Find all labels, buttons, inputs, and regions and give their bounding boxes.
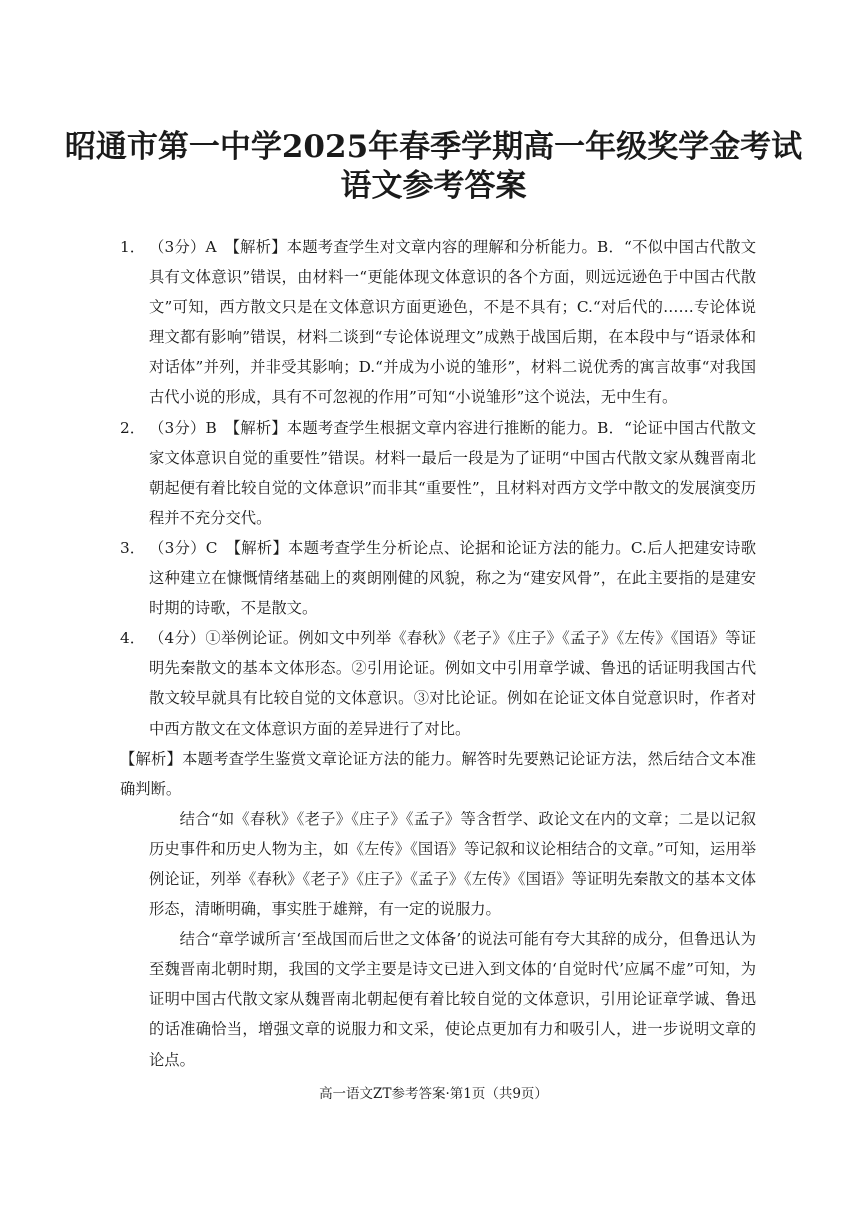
page-footer: 高一语文ZT参考答案·第1页（共9页） [319, 1086, 548, 1102]
answer-number: 4． [120, 629, 146, 648]
answer-text: （3分）B 【解析】本题考查学生根据文章内容进行推断的能力。B．“论证中国古代散文家文体意识自觉的重要性”错误。材料一最后一段是为了证明“中国古代散文家从魏晋南北朝起便有着比较自觉的文体意识”而非其“重要性”，且材料对西方文学中散文的发展演变历程并不充分交代。 [149, 418, 756, 527]
answer-number: 1． [120, 238, 146, 256]
answer-item-1 [120, 232, 756, 413]
answer-item-2 [120, 413, 756, 533]
answer-item-4 [120, 623, 756, 743]
explanation-paragraph-2: 结合“章学诚所言‘至战国而后世之文体备’的说法可能有夸大其辞的成分，但鲁迅认为至魏晋南北朝时期，我国的文学主要是诗文已进入到文体的‘自觉时代’应属不虚”可知，为证明中国古代散文家从魏晋南北朝起便有着比较自觉的文体意识，引用论证章学诚、鲁迅的话准确恰当，增强文章的说服力和文采，使论点更加有力和吸引人，进一步说明文章的论点。 [149, 930, 756, 1069]
answer-content [120, 232, 756, 1075]
answer-text: （3分）A 【解析】本题考查学生对文章内容的理解和分析能力。B．“不似中国古代散文具有文体意识”错误，由材料一“更能体现文体意识的各个方面，则远远逊色于中国古代散文”可知，西方散文只是在文体意识方面更逊色，不是不具有；C.“对后代的……专论体说理文都有影响”错误，材料二谈到“专论体说理文”成熟于战国后期，在本段中与“语录体和对话体”并列，并非受其影响；D.“并成为小说的雏形”，材料二说优秀的寓言故事“对我国古代小说的形成，具有不可忽视的作用”可知“小说雏形”这个说法，无中生有。 [149, 238, 756, 407]
analysis-paragraph: 【解析】本题考查学生鉴赏文章论证方法的能力。解答时先要熟记论证方法，然后结合文本准确判断。 [120, 749, 756, 798]
answer-number: 3． [120, 538, 146, 557]
document-title-line2: 语文参考答案 [340, 168, 527, 204]
answer-text: （4分）①举例论证。例如文中列举《春秋》《老子》《庄子》《孟子》《左传》《国语》等证明先秦散文的基本文体形态。②引用论证。例如文中引用章学诚、鲁迅的话证明我国古代散文较早就具有比较自觉的文体意识。③对比论证。例如在论证文体自觉意识时，作者对中西方散文在文体意识方面的差异进行了对比。 [149, 629, 756, 738]
document-title-line1: 昭通市第一中学2025年春季学期高一年级奖学金考试 [64, 129, 803, 165]
answer-item-3 [120, 533, 756, 623]
answer-number: 2． [120, 418, 146, 437]
explanation-paragraph-1: 结合“如《春秋》《老子》《庄子》《孟子》等含哲学、政论文在内的文章；二是以记叙历史事件和历史人物为主，如《左传》《国语》等记叙和议论相结合的文章。”可知，运用举例论证，列举《春秋》《老子》《庄子》《孟子》《左传》《国语》等证明先秦散文的基本文体形态，清晰明确，事实胜于雄辩，有一定的说服力。 [149, 809, 756, 919]
answer-text: （3分）C 【解析】本题考查学生分析论点、论据和论证方法的能力。C.后人把建安诗歌这种建立在慷慨情绪基础上的爽朗刚健的风貌，称之为“建安风骨”，在此主要指的是建安时期的诗歌，不是散文。 [149, 538, 756, 618]
